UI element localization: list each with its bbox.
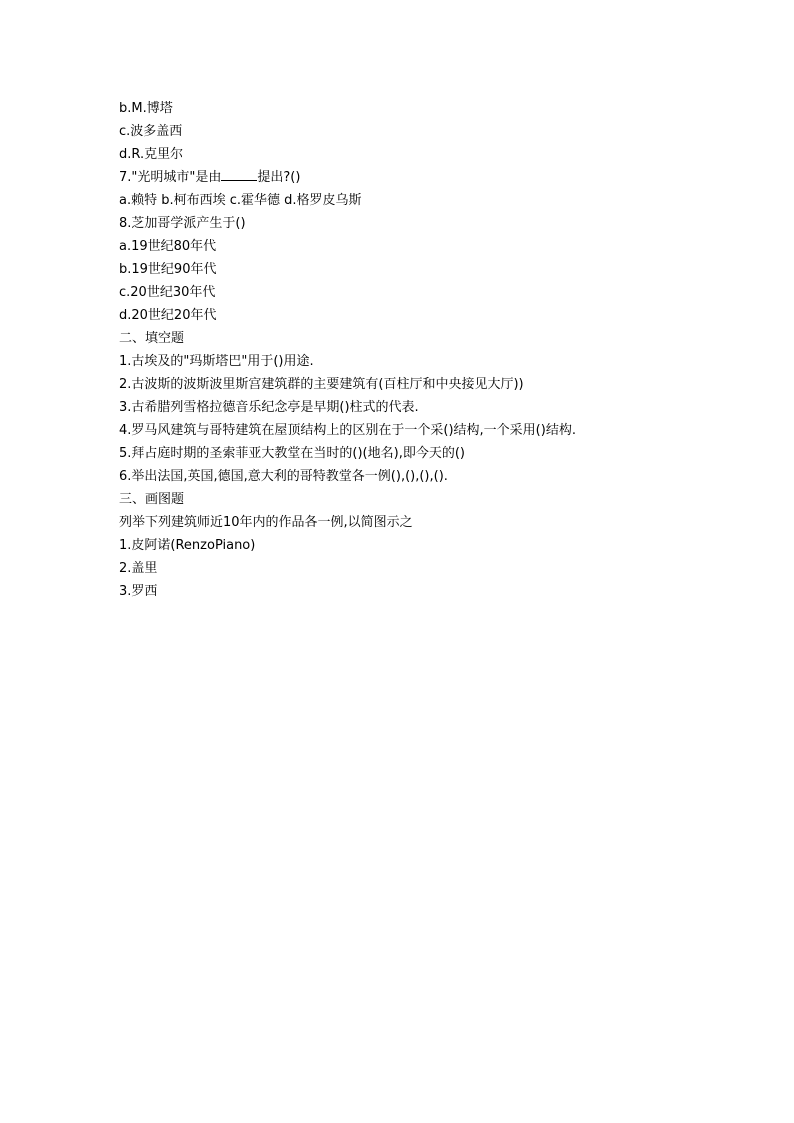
fill-question-6: 6.举出法国,英国,德国,意大利的哥特教堂各一例(),(),(),(). bbox=[119, 469, 448, 484]
question-7 bbox=[119, 166, 719, 189]
option-d-krier: d.R.克里尔 bbox=[119, 147, 184, 162]
question-7-prefix: 7."光明城市"是由 bbox=[119, 170, 222, 185]
fill-question-1: 1.古埃及的"玛斯塔巴"用于()用途. bbox=[119, 354, 314, 369]
answer-blank bbox=[221, 167, 257, 181]
question-8-option-b: b.19世纪90年代 bbox=[119, 262, 217, 277]
section-heading-drawing: 三、画图题 bbox=[119, 492, 185, 507]
fill-question-5: 5.拜占庭时期的圣索菲亚大教堂在当时的()(地名),即今天的() bbox=[119, 446, 465, 461]
option-c-portoghesi: c.波多盖西 bbox=[119, 124, 183, 139]
drawing-item-2: 2.盖里 bbox=[119, 561, 158, 576]
question-8-option-d: d.20世纪20年代 bbox=[119, 308, 217, 323]
drawing-item-1: 1.皮阿诺(RenzoPiano) bbox=[119, 538, 256, 553]
drawing-instructions: 列举下列建筑师近10年内的作品各一例,以简图示之 bbox=[119, 515, 413, 530]
fill-question-3: 3.古希腊列雪格拉德音乐纪念亭是早期()柱式的代表. bbox=[119, 400, 419, 415]
question-7-options: a.赖特 b.柯布西埃 c.霍华德 d.格罗皮乌斯 bbox=[119, 193, 362, 208]
question-8-option-a: a.19世纪80年代 bbox=[119, 239, 217, 254]
question-8-option-c: c.20世纪30年代 bbox=[119, 285, 216, 300]
fill-question-2: 2.古波斯的波斯波里斯宫建筑群的主要建筑有(百柱厅和中央接见大厅)) bbox=[119, 377, 524, 392]
question-7-suffix: 提出?() bbox=[257, 170, 301, 185]
fill-question-4: 4.罗马风建筑与哥特建筑在屋顶结构上的区别在于一个采()结构,一个采用()结构. bbox=[119, 423, 576, 438]
option-b-botta: b.M.博塔 bbox=[119, 101, 173, 116]
section-heading-fill-in: 二、填空题 bbox=[119, 331, 185, 346]
drawing-item-3: 3.罗西 bbox=[119, 584, 158, 599]
exam-text-body bbox=[119, 97, 719, 603]
question-8: 8.芝加哥学派产生于() bbox=[119, 216, 246, 231]
